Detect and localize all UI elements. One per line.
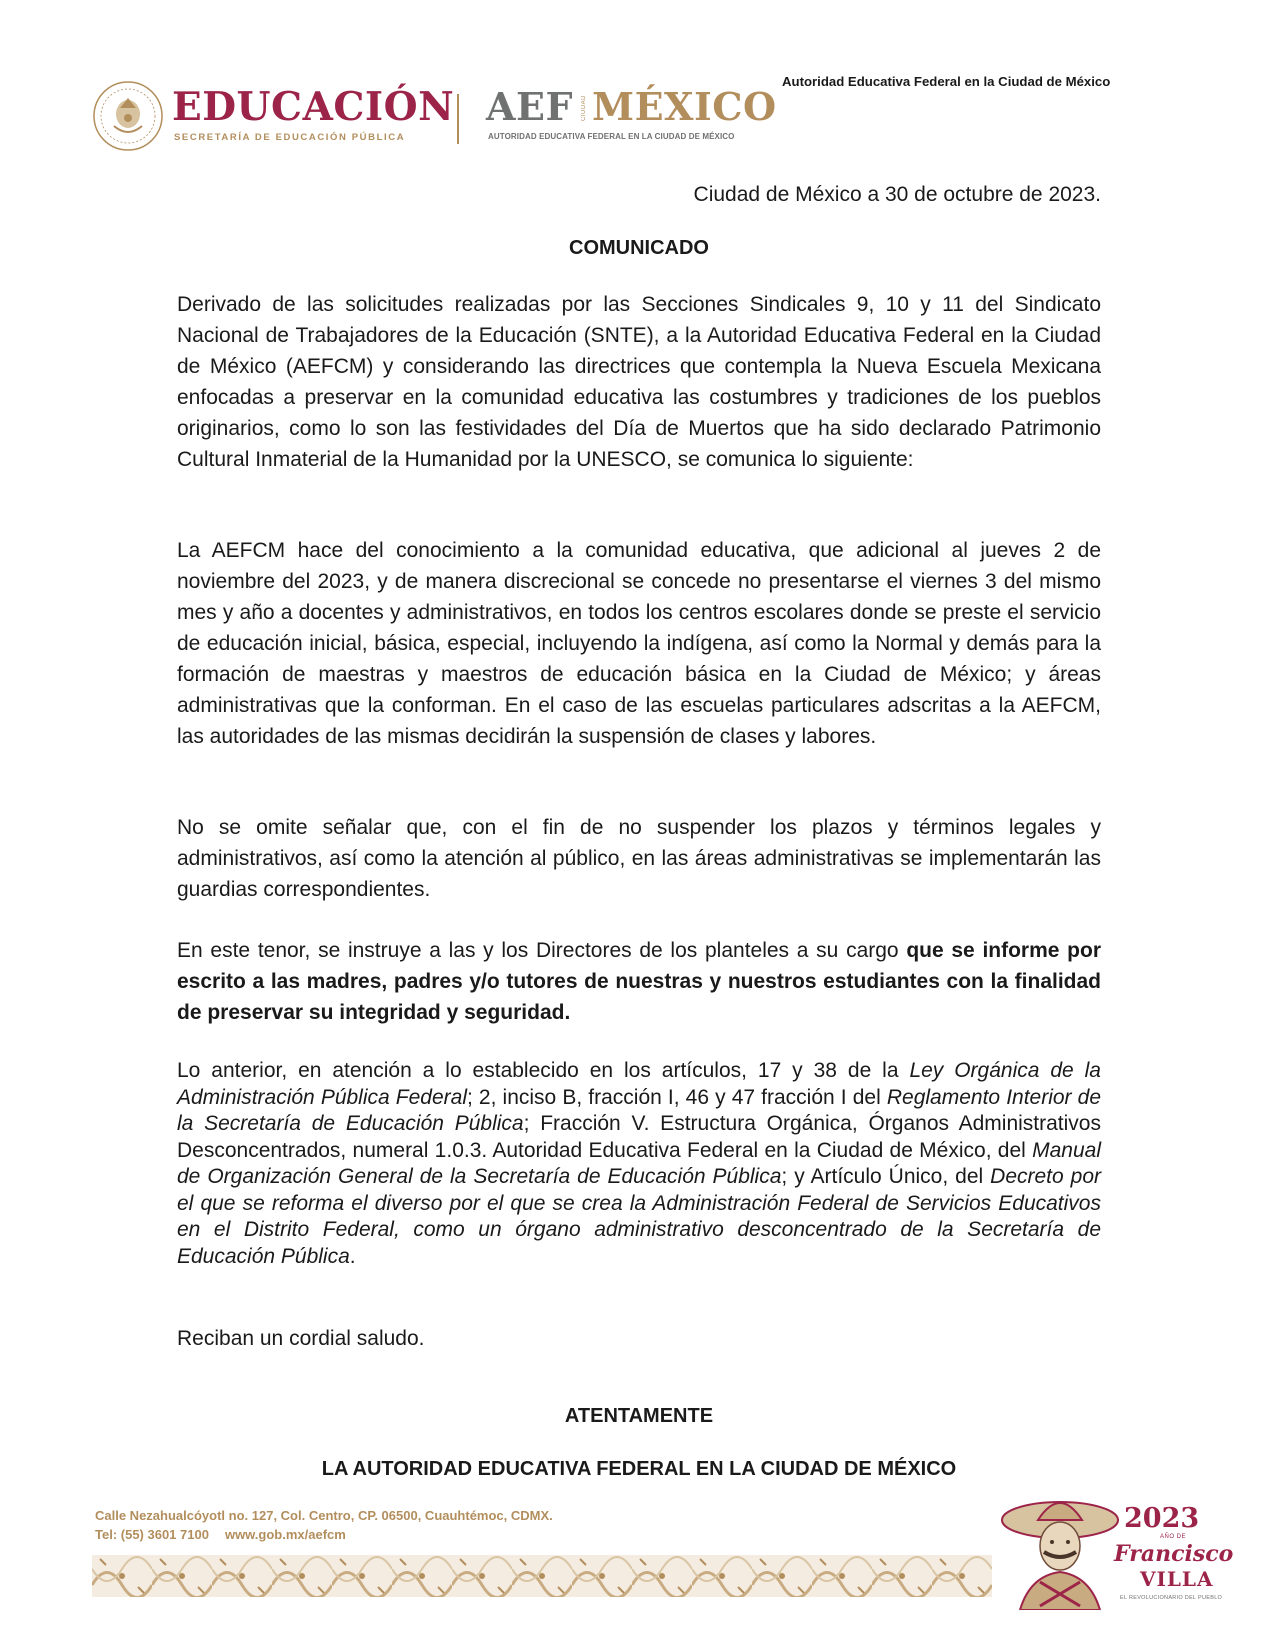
paragraph-2: [177, 535, 1101, 752]
paragraph-1: [177, 289, 1101, 475]
closing-atentamente: ATENTAMENTE: [564, 1405, 714, 1427]
legal-ref-text: .: [349, 1244, 356, 1268]
paragraph-4-intro: En este tenor, se instruye a las y los Directores de los planteles a su cargo: [177, 939, 907, 962]
legal-ref-law: Ley Orgánica de la Administración Pública Federal: [177, 1059, 1101, 1109]
year-label: 2023: [1124, 1503, 1200, 1534]
legal-ref-text: ; y Artículo Único, del: [781, 1165, 991, 1188]
letterhead: [0, 0, 1275, 160]
greeting-text: Reciban un cordial saludo.: [177, 1327, 425, 1350]
legal-ref-text: Lo anterior, en atención a lo establecido en los artículos, 17 y 38 de la: [177, 1059, 910, 1082]
paragraph-6: [177, 1323, 1101, 1354]
paragraph-4-text: [177, 935, 1101, 1028]
aef-subtitle: AUTORIDAD EDUCATIVA FEDERAL EN LA CIUDAD DE MÉXICO: [488, 132, 735, 141]
education-subtitle: SECRETARÍA DE EDUCACIÓN PÚBLICA: [174, 132, 406, 143]
mexico-wordmark: MÉXICO: [592, 84, 777, 129]
paragraph-1-text: Derivado de las solicitudes realizadas por las Secciones Sindicales 9, 10 y 11 del Sindicato Nacional de Trabajadores de la Educación (SNTE), a la Autoridad Educativa Federal en la Ciudad de México (AEFCM) y considerando las directrices que contempla la Nueva Escuela Mexicana enfocadas a preservar en la comunidad educativa las costumbres y tradiciones de los pueblos originarios, como lo son las festividades del Día de Muertos que ha sido declarado Patrimonio Cultural Inmaterial de la Humanidad por la UNESCO, se comunica lo siguiente:: [177, 293, 1101, 471]
paragraph-4: [177, 935, 1101, 1028]
footer-website: www.gob.mx/aefcm: [224, 1527, 346, 1542]
paragraph-3: [177, 812, 1101, 905]
footer-address: Calle Nezahualcóyotl no. 127, Col. Centro, CP. 06500, Cuauhtémoc, CDMX.: [95, 1508, 553, 1523]
legal-ref-text: ; 2, inciso B, fracción I, 46 y 47 fracción I del: [467, 1085, 887, 1109]
paragraph-4-instruction: que se informe por escrito a las madres, padres y/o tutores de nuestras y nuestros estudiantes con la finalidad de preservar su integridad y seguridad.: [177, 939, 1101, 1024]
paragraph-2-text: La AEFCM hace del conocimiento a la comunidad educativa, que adicional al jueves 2 de noviembre del 2023, y de manera discrecional se concede no presentarse el viernes 3 del mismo mes y año a docentes y administrativos, en todos los centros escolares donde se preste el servicio de educación inicial, básica, especial, incluyendo la indígena, así como la Normal y demás para la formación de maestras y maestros de educación básica en la Ciudad de México; y áreas administrativas que la conforman. En el caso de las escuelas particulares adscritas a la AEFCM, las autoridades de las mismas decidirán la suspensión de clases y labores.: [177, 539, 1101, 748]
paragraph-3-text: No se omite señalar que, con el fin de no suspender los plazos y términos legales y administrativos, así como la atención al público, en las áreas administrativas se implementarán las guardias correspondientes.: [177, 816, 1101, 901]
francisco-villa-portrait-icon: [1000, 1490, 1120, 1610]
aef-wordmark: AEF: [486, 84, 573, 129]
villa-surname: VILLA: [1140, 1567, 1214, 1591]
decorative-pattern-band: [92, 1555, 992, 1597]
signing-authority: LA AUTORIDAD EDUCATIVA FEDERAL EN LA CIUDAD DE MÉXICO: [321, 1458, 957, 1480]
legal-ref-manual: Manual de Organización General de la Secretaría de Educación Pública: [177, 1138, 1101, 1188]
villa-caption: EL REVOLUCIONARIO DEL PUEBLO: [1120, 1595, 1223, 1601]
legal-ref-decree: Decreto por el que se reforma el diverso por el que se crea la Administración Federal de Servicios Educativos en el Distrito Federal, como un órgano administrativo desconcentrado de la Secretaría de Educación Pública: [177, 1165, 1102, 1268]
ciudad-vertical-label: CIUDAD: [581, 95, 587, 122]
document-title: COMUNICADO: [569, 237, 709, 259]
villa-first-name: Francisco: [1114, 1541, 1234, 1567]
year-of-label: AÑO DE: [1160, 1534, 1187, 1540]
national-seal-icon: [92, 80, 164, 152]
legal-ref-text: ; Fracción V. Estructura Orgánica, Órganos Administrativos Desconcentrados, numeral 1.0.3. Autoridad Educativa Federal en la Ciudad de México, del: [177, 1112, 1101, 1162]
header-authority-label: Autoridad Educativa Federal en la Ciudad de México: [782, 74, 1111, 89]
document-date: Ciudad de México a 30 de octubre de 2023.: [693, 183, 1101, 206]
footer-phone: Tel: (55) 3601 7100: [95, 1527, 209, 1542]
paragraph-5-text: [177, 1058, 1101, 1270]
paragraph-5: [177, 1058, 1101, 1270]
footer-contact: [95, 1527, 346, 1542]
logo-divider: [457, 94, 459, 144]
legal-ref-regulation: Reglamento Interior de la Secretaría de Educación Pública: [177, 1085, 1102, 1135]
education-title: EDUCACIÓN: [172, 84, 455, 130]
